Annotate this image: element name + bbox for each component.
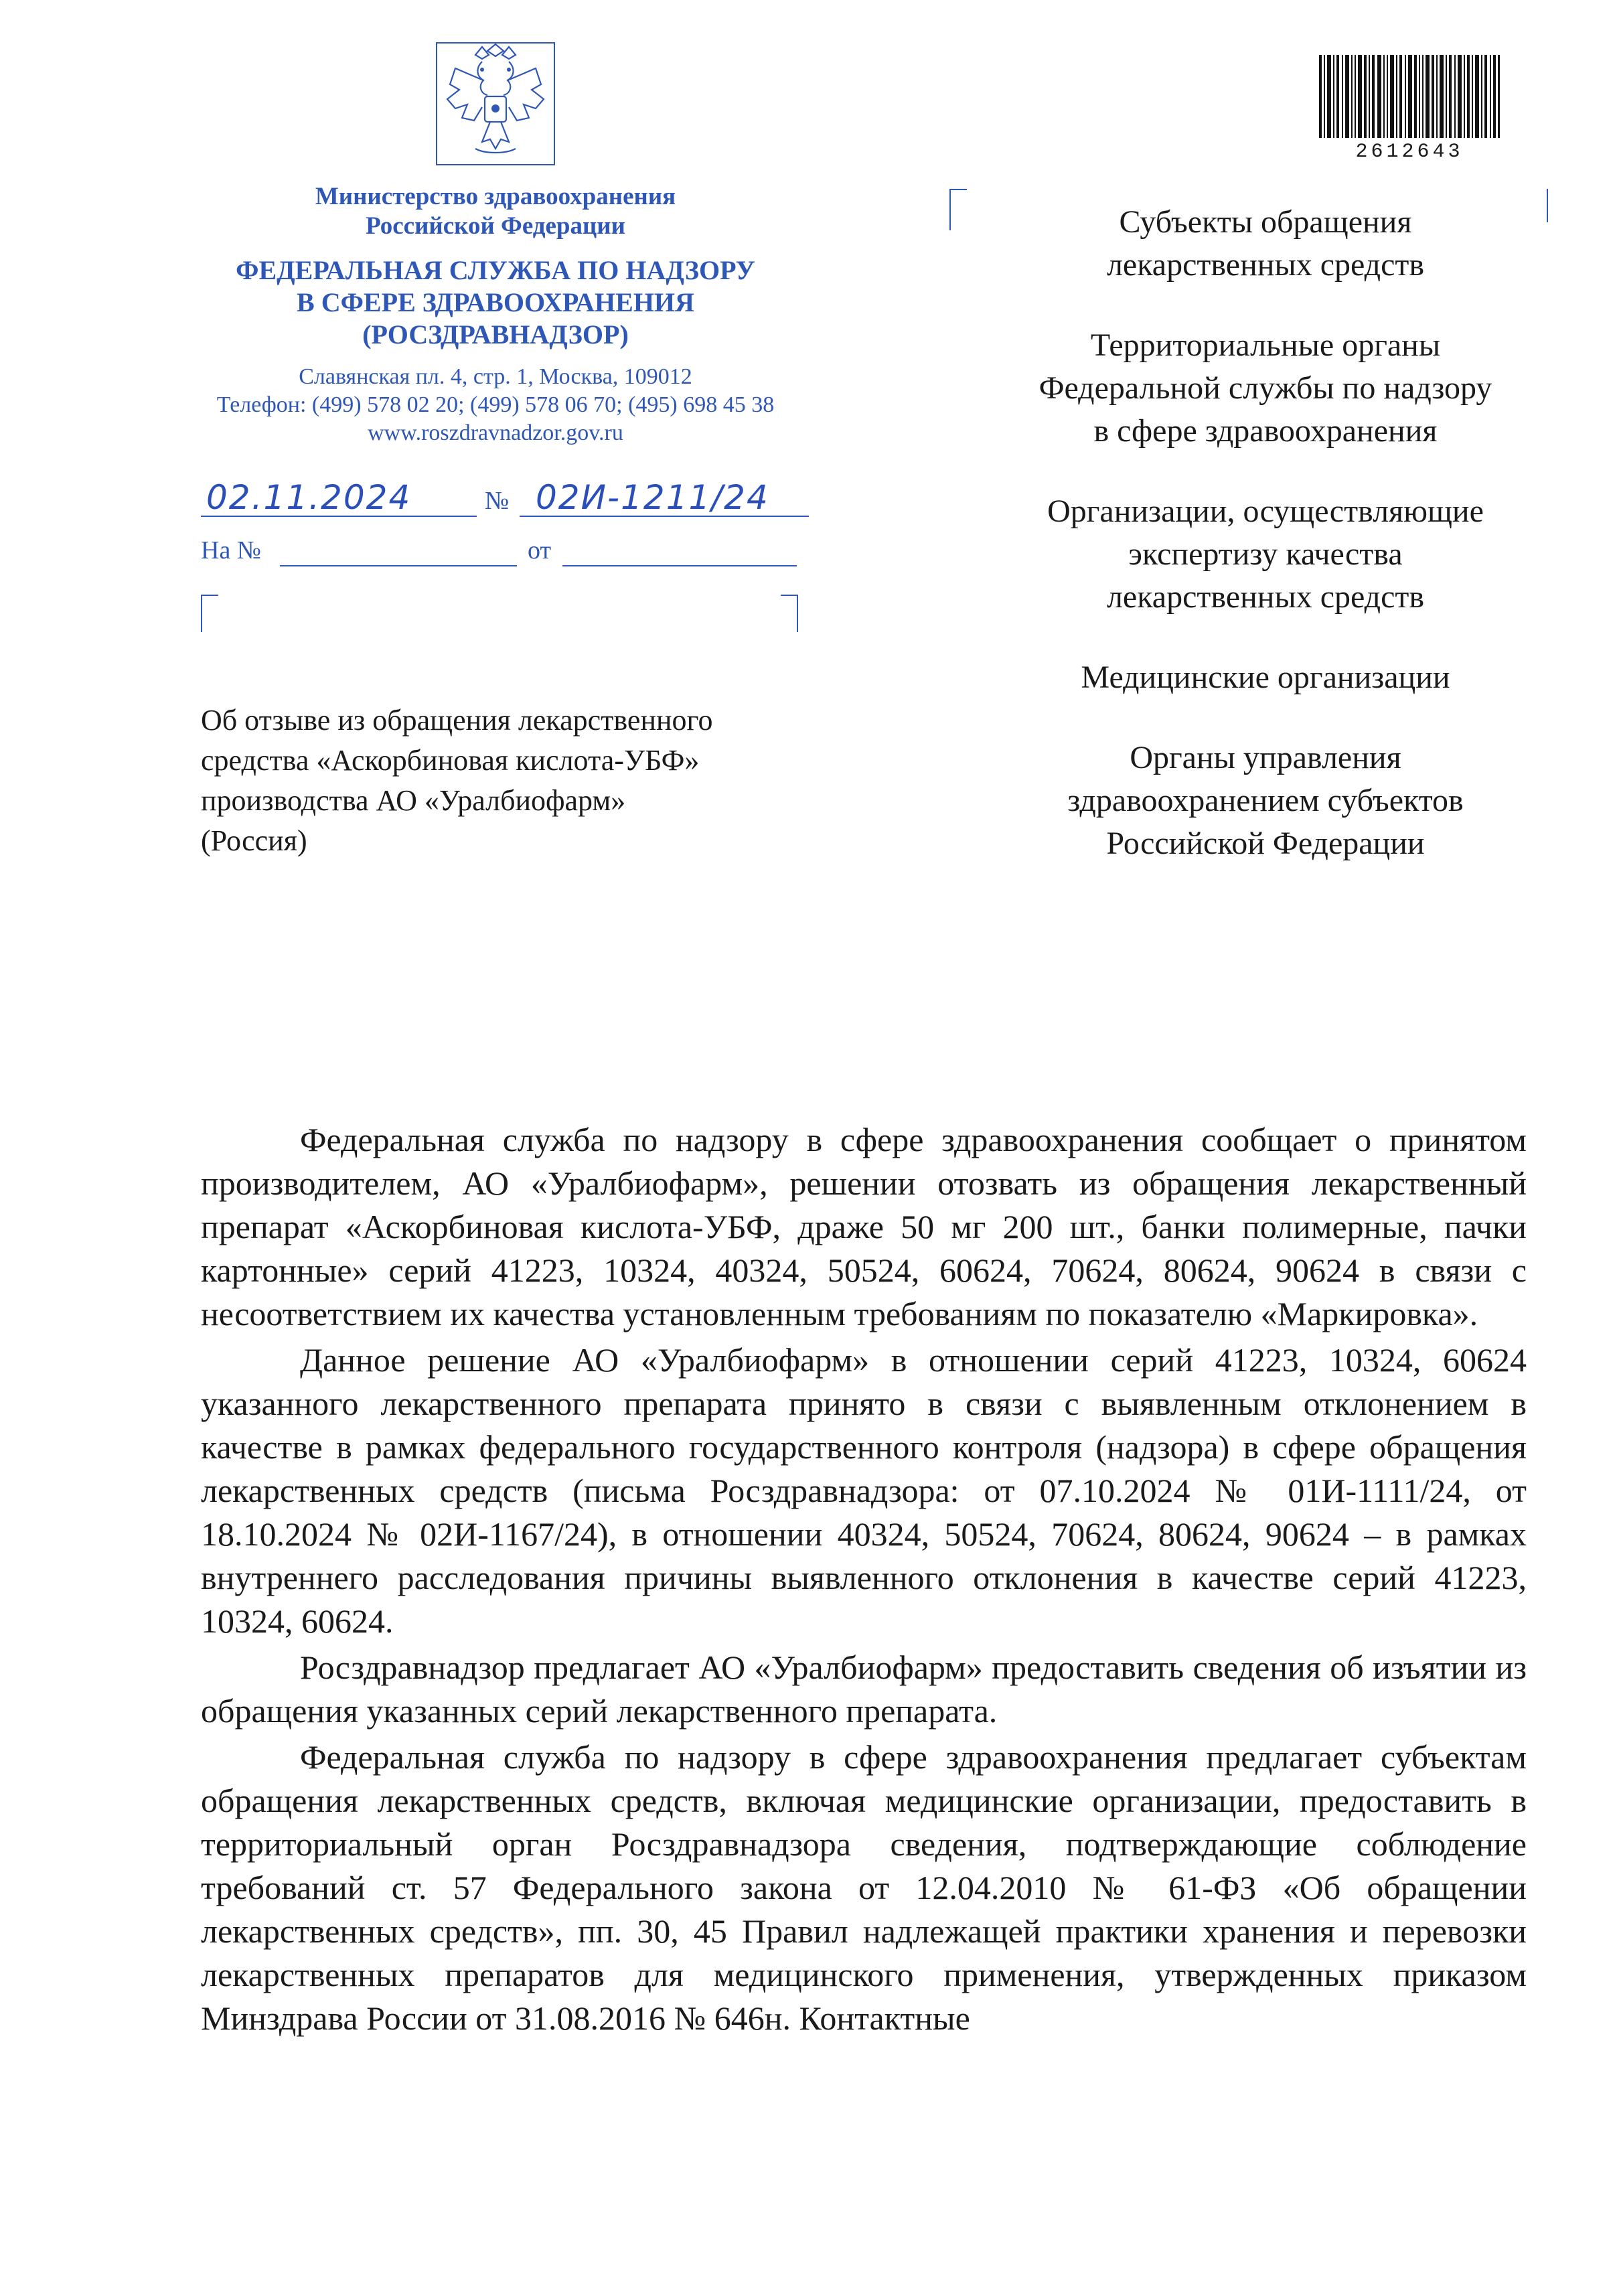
subject-line-4: (Россия) (201, 824, 307, 857)
address-line: Славянская пл. 4, стр. 1, Москва, 109012 (299, 364, 692, 389)
body-paragraph-1: Федеральная служба по надзору в сфере здравоохранения сообщает о принятом производителем, АО «Уралбиофарм», решении отозвать из обращения лекарственный препарат «Аскорбиновая кислота-УБФ, драже 50 мг 200 шт., банки полимерные, пачки картонные» серий 41223, 10324, 40324, 50524, 60624, 70624, 80624, 90624 в связи с несоответствием их качества установленным требованиям по показателю «Маркировка». (201, 1121, 1527, 1332)
body-paragraph-2: Данное решение АО «Уралбиофарм» в отношении серий 41223, 10324, 60624 указанного лекарственного препарата принято в связи с выявленным отклонением в качестве в рамках федерального государственного контроля (надзора) в сфере обращения лекарственных средств (письма Росздравнадзора: от 07.10.2024 № 01И-1111/24, от 18.10.2024 № 02И-1167/24), в отношении 40324, 50524, 70624, 80624, 90624 – в рамках внутреннего расследования причины выявленного отклонения в качестве серий 41223, 10324, 60624. (201, 1341, 1527, 1640)
recipient-2 (944, 324, 1587, 453)
barcode (1319, 55, 1500, 138)
recipient-1-line-1: Субъекты обращения (1119, 204, 1412, 240)
letter-body (201, 1118, 1527, 2043)
subject-corner-left (201, 595, 218, 632)
recipient-5-line-3: Российской Федерации (1106, 826, 1425, 861)
recipient-5 (944, 737, 1587, 865)
recipient-2-line-2: Федеральной службы по надзору (1039, 370, 1492, 406)
recipient-3-line-3: лекарственных средств (1106, 579, 1425, 615)
recipient-5-line-1: Органы управления (1130, 740, 1401, 775)
recipient-2-line-1: Территориальные органы (1090, 327, 1441, 363)
subject-corner-right (781, 595, 798, 632)
service-line-1: ФЕДЕРАЛЬНАЯ СЛУЖБА ПО НАДЗОРУ (236, 255, 755, 285)
subject-line-3: производства АО «Уралбиофарм» (201, 784, 626, 817)
from-label: от (528, 536, 552, 564)
ministry-name (201, 182, 790, 241)
coat-of-arms-emblem (435, 42, 556, 166)
recipient-4 (944, 656, 1587, 699)
contact-block (187, 363, 803, 447)
registration-number: 02И-1211/24 (536, 478, 769, 517)
recipient-3-line-2: экспертизу качества (1128, 536, 1403, 572)
body-paragraph-4: Федеральная служба по надзору в сфере здравоохранения предлагает субъектам обращения лекарственных средств, включая медицинские организации, предоставить в территориальный орган Росздравнадзора сведения, подтверждающие соблюдение требований ст. 57 Федерального закона от 12.04.2010 № 61-ФЗ «Об обращении лекарственных средств», пп. 30, 45 Правил надлежащей практики хранения и перевозки лекарственных препаратов для медицинского применения, утвержденных приказом Минздрава России от 31.08.2016 № 646н. Контактные (201, 1738, 1527, 2037)
reply-reference-line (201, 536, 810, 576)
service-line-3: (РОСЗДРАВНАДЗОР) (362, 319, 629, 350)
number-label: № (485, 487, 510, 515)
reply-label: На № (201, 536, 262, 564)
letter-subject (201, 700, 817, 861)
ministry-line-1: Министерство здравоохранения (315, 183, 676, 210)
subject-line-2: средства «Аскорбиновая кислота-УБФ» (201, 744, 700, 777)
subject-line-1: Об отзыве из обращения лекарственного (201, 704, 713, 737)
service-line-2: В СФЕРЕ ЗДРАВООХРАНЕНИЯ (297, 287, 694, 317)
service-name (194, 254, 797, 351)
body-paragraph-3: Росздравнадзор предлагает АО «Уралбиофарм» предоставить сведения об изъятии из обращения указанных серий лекарственного препарата. (201, 1649, 1527, 1730)
recipient-1 (944, 201, 1587, 287)
ministry-line-2: Российской Федерации (366, 212, 625, 240)
recipient-5-line-2: здравоохранением субъектов (1067, 783, 1464, 818)
recipient-3-line-1: Организации, осуществляющие (1047, 493, 1484, 529)
registration-line (201, 478, 810, 525)
phone-line: Телефон: (499) 578 02 20; (499) 578 06 70; (495) 698 45 38 (216, 392, 775, 417)
website: www.roszdravnadzor.gov.ru (368, 420, 623, 445)
recipients-block (944, 201, 1587, 903)
registration-date: 02.11.2024 (206, 478, 412, 517)
recipient-1-line-2: лекарственных средств (1106, 247, 1425, 283)
recipient-4-line-1: Медицинские организации (1081, 660, 1450, 695)
recipient-3 (944, 490, 1587, 619)
barcode-number: 2612643 (1355, 141, 1464, 163)
recipient-2-line-3: в сфере здравоохранения (1093, 413, 1438, 449)
